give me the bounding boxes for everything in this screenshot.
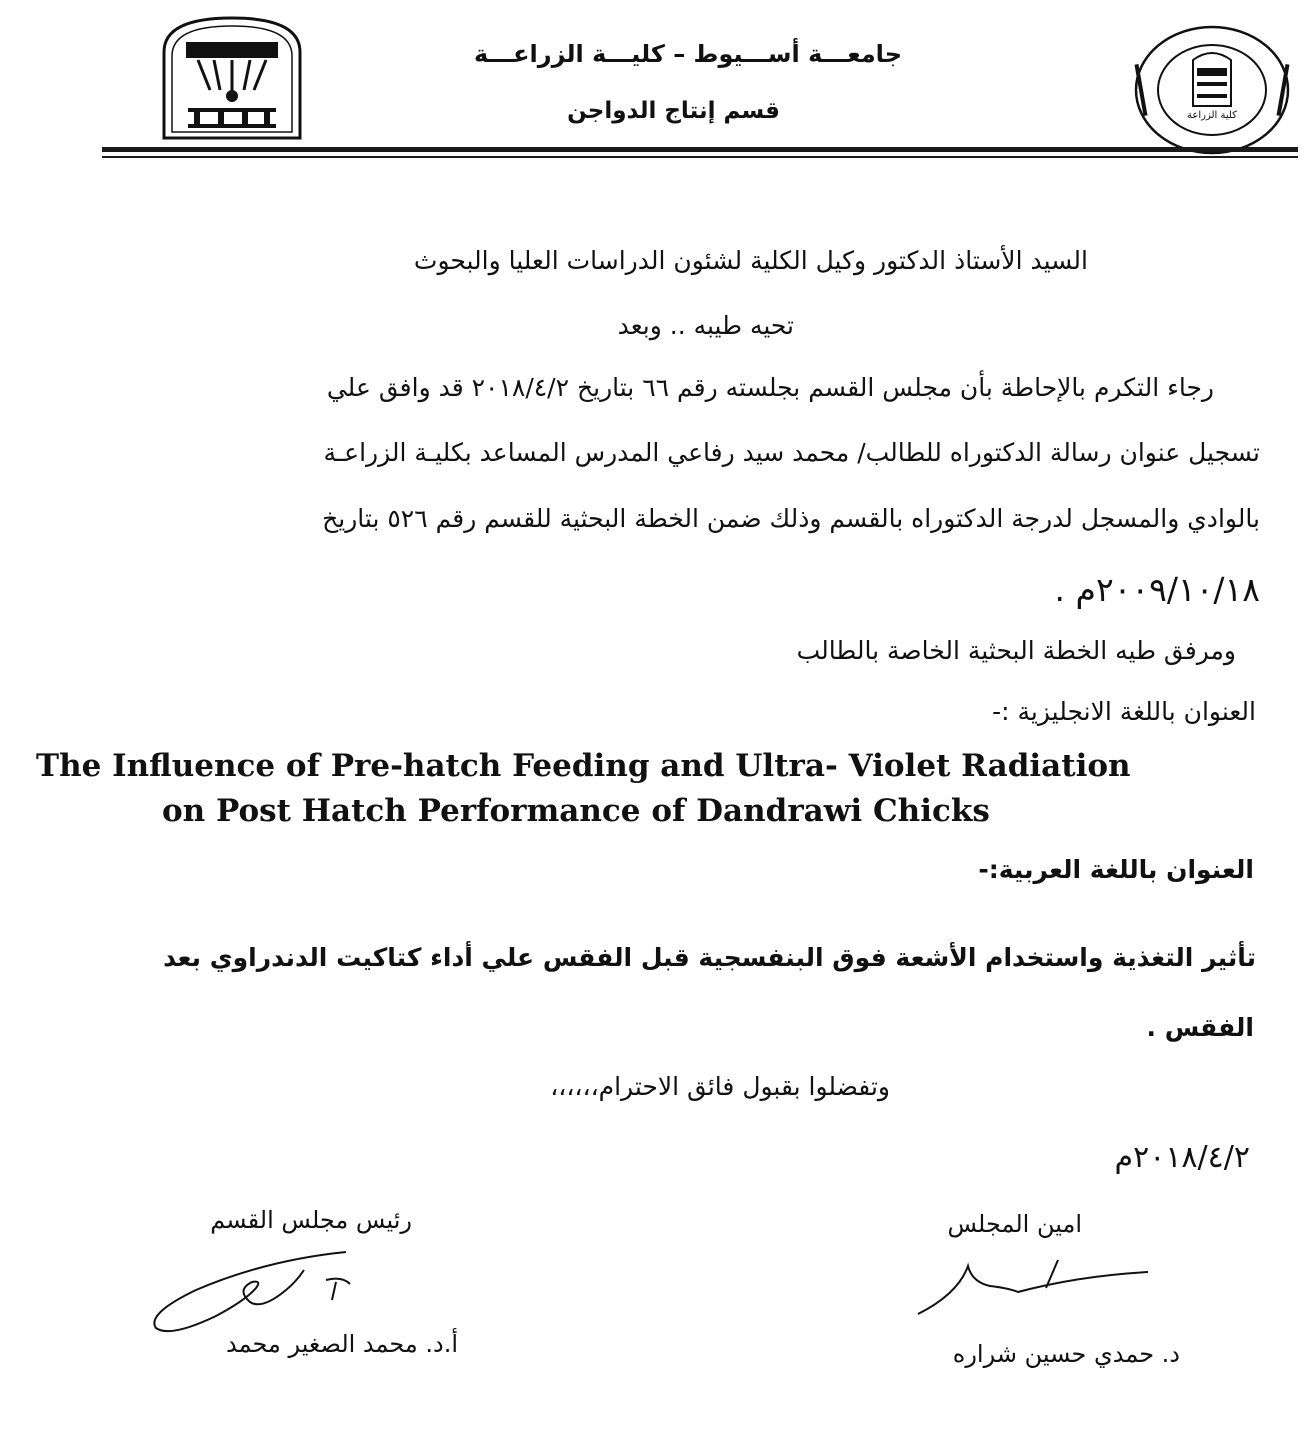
left-signature [136,1240,396,1340]
handwritten-signature-right [908,1256,1158,1326]
left-signatory-name: أ.د. محمد الصغير محمد [226,1330,458,1358]
header-rule-thick [102,147,1298,152]
letter-attachment: ومرفق طيه الخطة البحثية الخاصة بالطالب [796,636,1236,665]
header-university-faculty: جامعـــة أســـيوط – كليـــة الزراعـــة [474,40,902,68]
body-line-1: رجاء التكرم بالإحاطة بأن مجلس القسم بجلسته رقم ٦٦ بتاريخ ٢٠١٨/٤/٢ قد وافق علي [326,373,1214,402]
assiut-university-logo [158,12,306,140]
assiut-university-logo-icon [158,12,306,140]
arabic-title-line-2: الفقس . [1146,1013,1254,1042]
letter-date: ٢٠١٨/٤/٢م [1114,1140,1250,1175]
agriculture-seal-icon [1133,24,1291,156]
english-title-line-1: The Influence of Pre-hatch Feeding and Ultra- Violet Radiation [36,748,1131,784]
letter-closing: وتفضلوا بقبول فائق الاحترام،،،،،، [550,1072,890,1101]
right-signatory-name: د. حمدي حسين شراره [952,1340,1180,1368]
right-signatory-role: امين المجلس [947,1210,1082,1238]
right-signature [908,1256,1158,1326]
handwritten-signature-left [136,1240,396,1340]
body-line-3: بالوادي والمسجل لدرجة الدكتوراه بالقسم وذلك ضمن الخطة البحثية للقسم رقم ٥٢٦ بتاريخ [322,504,1260,533]
body-line-2: تسجيل عنوان رسالة الدكتوراه للطالب/ محمد سيد رفاعي المدرس المساعد بكليـة الزراعـة [323,438,1260,467]
seal-inner-text: كلية الزراعة [1187,110,1237,121]
body-line-4: ٢٠٠٩/١٠/١٨م . [1054,570,1260,609]
letter-greeting: تحيه طيبه .. وبعد [617,311,794,340]
header-department: قسم إنتاج الدواجن [567,98,780,124]
header-rule-thin [102,156,1298,158]
left-signatory-role: رئيس مجلس القسم [210,1206,412,1234]
english-title-line-2: on Post Hatch Performance of Dandrawi Chicks [162,793,990,829]
arabic-title-line-1: تأثير التغذية واستخدام الأشعة فوق البنفسجية قبل الفقس علي أداء كتاكيت الدندراوي بعد [163,943,1256,972]
faculty-of-agriculture-seal [1133,24,1291,156]
letter-addressee: السيد الأستاذ الدكتور وكيل الكلية لشئون الدراسات العليا والبحوث [413,246,1088,275]
english-title-label: العنوان باللغة الانجليزية :- [992,697,1256,726]
arabic-title-label: العنوان باللغة العربية:- [978,855,1254,884]
